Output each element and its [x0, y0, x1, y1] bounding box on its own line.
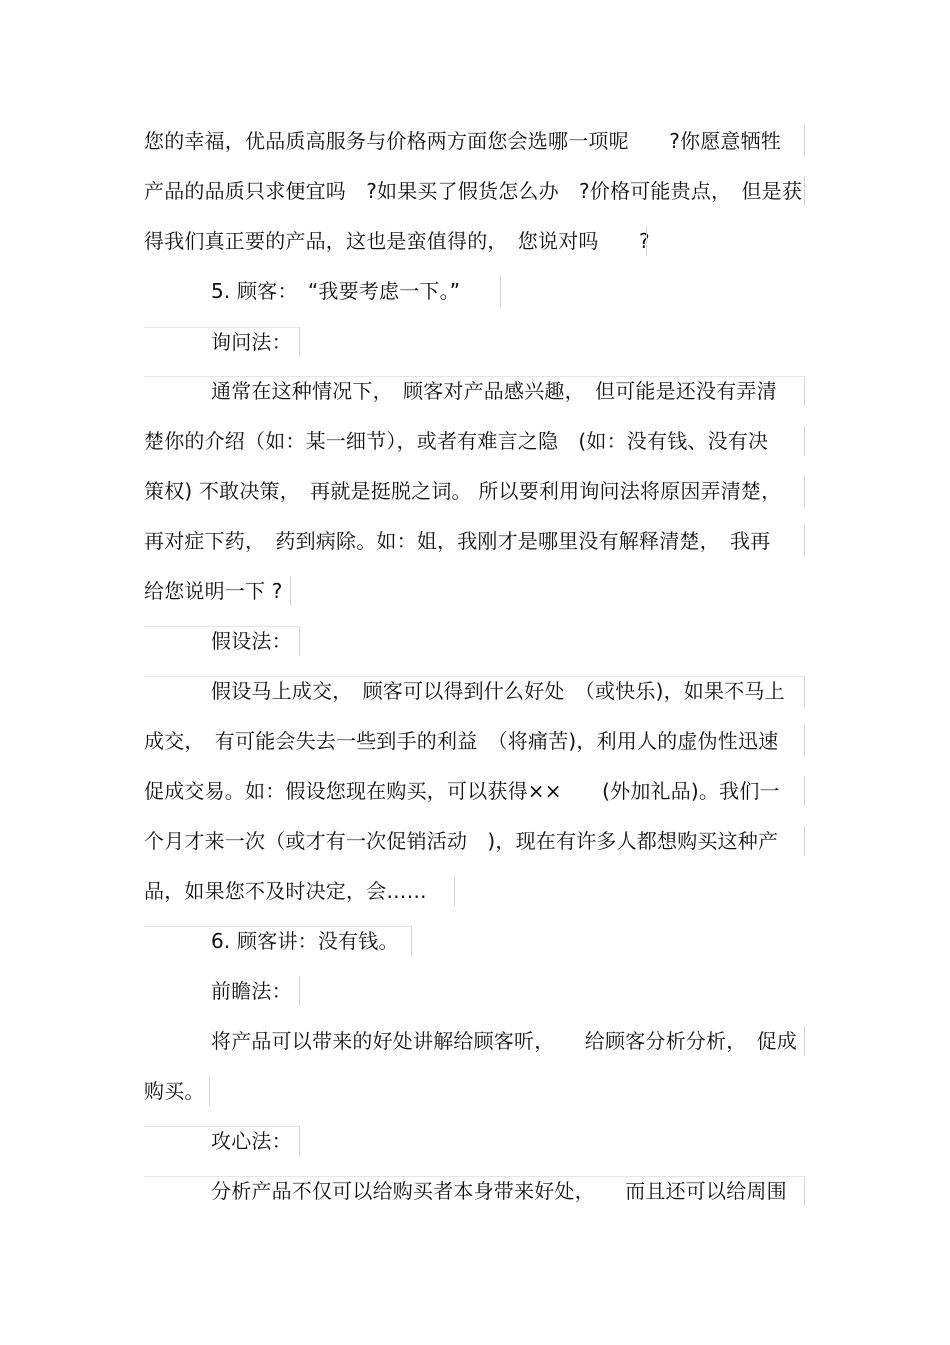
line-end-marker: [299, 976, 300, 1006]
line-end-marker: [804, 826, 805, 856]
line-end-marker: [804, 1026, 805, 1056]
text-line: 给您说明一下 ?: [144, 579, 283, 603]
text-line: 得我们真正要的产品，这也是蛮值得的， 您说对吗 ?: [144, 229, 650, 253]
line-end-marker: [804, 776, 805, 806]
method-label: 询问法：: [211, 330, 292, 354]
text-line: 分析产品不仅可以给购买者本身带来好处， 而且还可以给周围: [211, 1179, 787, 1203]
line-end-marker: [299, 626, 300, 656]
section-heading: 5. 顾客： “我要考虑一下。”: [211, 279, 461, 303]
line-end-marker: [804, 126, 805, 156]
method-label: 假设法：: [211, 629, 292, 653]
text-line: 个月才来一次（或才有一次促销活动 )，现在有许多人都想购买这种产: [144, 829, 779, 853]
section-heading: 6. 顾客讲：没有钱。: [211, 929, 399, 953]
text-line: 楚你的介绍（如：某一细节），或者有难言之隐 (如：没有钱、没有决: [144, 429, 769, 453]
line-end-marker: [411, 926, 412, 956]
line-end-marker: [804, 426, 805, 456]
line-end-marker: [290, 576, 291, 606]
line-end-marker: [804, 176, 805, 206]
text-line: 通常在这种情况下， 顾客对产品感兴趣， 但可能是还没有弄清: [211, 379, 777, 403]
line-end-marker: [209, 1076, 210, 1106]
text-line: 促成交易。如：假设您现在购买，可以获得×× (外加礼品)。我们一: [144, 779, 780, 803]
text-line: 再对症下药， 药到病除。如：姐，我刚才是哪里没有解释清楚， 我再: [144, 529, 771, 553]
method-label: 前瞻法：: [211, 979, 292, 1003]
line-end-marker: [804, 526, 805, 556]
text-line: 成交， 有可能会失去一些到手的利益 （将痛苦)，利用人的虚伪性迅速: [144, 729, 779, 753]
text-line: 您的幸福，优品质高服务与价格两方面您会选哪一项呢 ?你愿意牺牲: [144, 129, 782, 153]
line-end-marker: [500, 276, 501, 306]
text-line: 策权) 不敢决策， 再就是挺脱之词。 所以要利用询问法将原因弄清楚，: [144, 479, 782, 503]
line-end-marker: [804, 376, 805, 406]
text-line: 假设马上成交， 顾客可以得到什么好处 （或快乐)，如果不马上: [211, 679, 785, 703]
text-line: 将产品可以带来的好处讲解给顾客听， 给顾客分析分析， 促成: [211, 1029, 797, 1053]
line-end-marker: [646, 226, 647, 256]
line-end-marker: [454, 876, 455, 906]
text-line: 产品的品质只求便宜吗 ?如果买了假货怎么办 ?价格可能贵点， 但是获: [144, 179, 803, 203]
text-line: 品，如果您不及时决定，会……: [144, 879, 427, 903]
line-end-marker: [804, 476, 805, 506]
line-end-marker: [299, 1126, 300, 1156]
line-end-marker: [299, 327, 300, 357]
line-end-marker: [804, 1176, 805, 1206]
line-end-marker: [804, 726, 805, 756]
method-label: 攻心法：: [211, 1129, 292, 1153]
line-end-marker: [804, 676, 805, 706]
text-line: 购买。: [144, 1079, 205, 1103]
